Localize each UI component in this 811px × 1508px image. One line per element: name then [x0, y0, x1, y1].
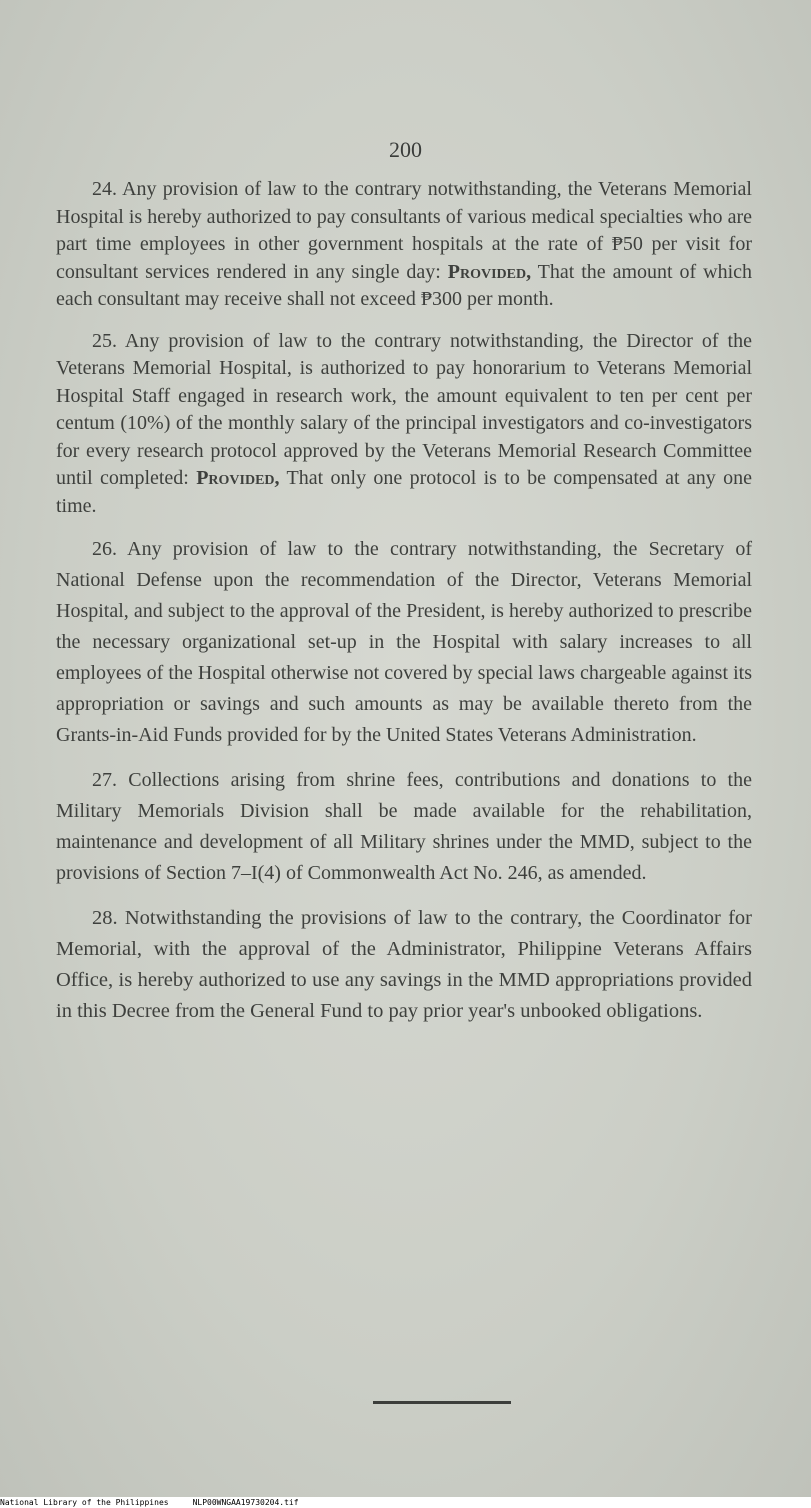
- paragraph-25-provided: Provided,: [196, 467, 280, 489]
- paragraph-28: 28. Notwithstanding the provisions of law to the contrary, the Coordinator for Memorial, with the approval of the Administrator, Philippine Veterans Affairs Office, is hereby authorized to use any savings in the MMD appropriations provided in this Decree from the General Fund to pay prior year's unbooked obligations.: [56, 907, 752, 1022]
- paragraph-24-provided: Provided,: [447, 260, 532, 283]
- footer-library: National Library of the Philippines: [0, 1498, 169, 1507]
- paragraph-26: 26. Any provision of law to the contrary notwithstanding, the Secretary of National Defense upon the recommendation of the Director, Veterans Memorial Hospital, and subject to the approval of the President, is hereby authorized to prescribe the necessary organizational set-up in the Hospital with salary increases to all employees of the Hospital otherwise not covered by special laws chargeable against its appropriation or savings and such amounts as may be available thereto from the Grants-in-Aid Funds provided for by the United States Veterans Administration.: [56, 538, 752, 746]
- paragraph-24-text-after: That the amount of which each consultant may receive shall not exceed ₱300 per month.: [56, 260, 753, 310]
- paragraph-25-text: 25. Any provision of law to the contrary notwithstanding, the Director of the Veterans Memorial Hospital, is authorized to pay honorarium to Veterans Memorial Hospital Staff engaged in research work, the amount equivalent to ten per cent per centum (10%) of the monthly salary of the principal investigators and co-investigators for every research protocol approved by the Veterans Memorial Research Committee until completed:: [56, 329, 752, 489]
- page-number: 200: [389, 137, 422, 162]
- paragraph-25: [56, 328, 752, 521]
- paragraph-25-text-after: That only one protocol is to be compensated at any one time.: [56, 467, 752, 517]
- paragraph-24-text: 24. Any provision of law to the contrary notwithstanding, the Veterans Memorial Hospital is hereby authorized to pay consultants of various medical specialties who are part time employees in other government hospitals at the rate of ₱50 per visit for consultant services rendered in any single day:: [56, 178, 752, 283]
- paragraph-27: 27. Collections arising from shrine fees, contributions and donations to the Military Memorials Division shall be made available for the rehabilitation, maintenance and development of all Military shrines under the MMD, subject to the provisions of Section 7–I(4) of Commonwealth Act No. 246, as amended.: [56, 769, 752, 884]
- paragraph-24: [56, 176, 752, 314]
- end-rule: [373, 1401, 511, 1404]
- decree-body: [56, 176, 752, 1041]
- scan-footer: [0, 1497, 811, 1508]
- footer-file-id: NLP00WNGAA19730204.tif: [192, 1498, 299, 1507]
